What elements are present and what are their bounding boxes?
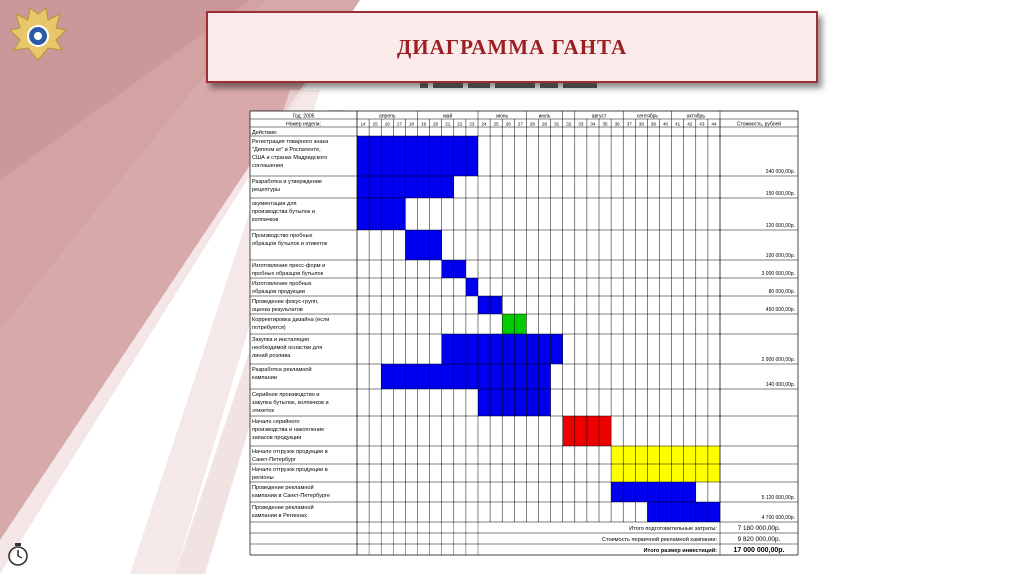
task-label: колпачков (252, 217, 279, 223)
task-cost: 4 700 000,00р. (761, 515, 795, 521)
task-label: производства и накопление (252, 427, 325, 433)
task-label: Изготовление пресс-форм и (252, 263, 326, 269)
week-number: 41 (675, 121, 681, 127)
cost-header: Стоимость, рублей (736, 121, 782, 128)
gantt-bar (611, 446, 720, 464)
week-number: 25 (493, 121, 499, 127)
task-label: Изготовление пробных (252, 281, 312, 287)
task-cost: 2 900 000,00р. (761, 357, 795, 363)
week-number: 42 (687, 121, 693, 127)
month-label: сентябрь (636, 113, 659, 120)
month-label: май (443, 113, 453, 120)
task-label: образцов бутылок и этикеток (252, 241, 328, 247)
week-number: 14 (360, 121, 366, 127)
week-number: 16 (384, 121, 390, 127)
task-label: потребуется) (252, 325, 286, 331)
gantt-bar (611, 464, 720, 482)
task-label: Корректировка дизайна (если (252, 317, 330, 323)
month-label: июнь (496, 113, 509, 120)
task-cost: 140 000,00р. (765, 382, 795, 388)
gantt-bar (466, 278, 478, 296)
task-label: окументации для (252, 201, 297, 207)
total-value: 17 000 000,00р. (733, 547, 785, 554)
task-label: Проведение рекламной (252, 485, 314, 491)
page-title: ДИАГРАММА ГАНТА (396, 34, 628, 59)
task-cost: 150 000,00р. (765, 191, 795, 197)
task-label: закупка бутылок, колпачков и (252, 400, 329, 406)
month-label: октябрь (686, 113, 705, 120)
task-label: пробных образцов бутылок (252, 271, 324, 277)
week-number: 31 (554, 121, 560, 127)
week-number: 28 (529, 121, 536, 127)
task-label: оценка результатов (252, 307, 303, 313)
task-label: кампании (252, 375, 278, 381)
task-label: Проведение фокус-групп, (252, 299, 319, 305)
task-label: запасов продукции (252, 435, 302, 441)
total-label: Стоимость первичной рекламной кампании: (601, 537, 717, 543)
task-label: кампании в Санкт-Петербурге (252, 493, 330, 499)
task-label: "Диплом ат" в Роспатенте, (252, 147, 321, 153)
task-cost: 3 000 000,00р. (761, 271, 795, 277)
week-number: 33 (578, 121, 584, 127)
task-label: кампании в Регионах (252, 513, 307, 519)
week-number: 17 (396, 121, 402, 127)
gantt-bar (405, 230, 441, 260)
week-number: 15 (372, 121, 378, 127)
total-value: 9 820 000,00р. (737, 536, 781, 543)
task-label: Регистрация товарного знака (252, 139, 329, 145)
total-label: Итого размер инвестиций: (643, 548, 717, 554)
week-number-label: Номер недели: (286, 121, 321, 128)
task-label: Начало отгрузок продукции в (252, 449, 328, 455)
task-label: Проведение рекламной (252, 505, 314, 511)
task-label: необходимой оснастки для (252, 345, 323, 351)
task-label: линий розлива (252, 353, 291, 359)
task-label: Производство пробных (252, 233, 313, 239)
year-label: Год: 2005 (292, 113, 315, 120)
total-label: Итого подготовительные затраты: (629, 526, 717, 532)
month-label: апрель (379, 113, 396, 120)
week-number: 19 (420, 121, 427, 127)
week-number: 24 (481, 121, 487, 127)
week-number: 44 (711, 121, 717, 127)
week-number: 34 (590, 121, 596, 127)
task-label: Начало отгрузок продукции в (252, 467, 328, 473)
task-cost: 5 120 000,00р. (761, 495, 795, 501)
gantt-bar (611, 482, 696, 502)
task-label: регионы (252, 475, 274, 481)
task-label: Санкт-Петербург (252, 457, 296, 463)
week-number: 26 (505, 121, 511, 127)
task-cost: 100 000,00р. (765, 253, 795, 259)
task-label: Закупка и инсталяция (252, 337, 310, 343)
week-number: 32 (566, 121, 572, 127)
task-label: этикеток (252, 408, 274, 414)
task-label: Разработка и утверждение (252, 179, 322, 185)
task-cost: 240 000,00р. (765, 169, 795, 175)
task-cost: 450 000,00р. (765, 307, 795, 313)
task-label: Серийное производство и (252, 392, 320, 398)
week-number: 27 (517, 121, 523, 127)
week-number: 22 (457, 121, 463, 127)
task-label: образцов продукции (252, 289, 305, 295)
task-label: Начало серийного (252, 419, 300, 425)
task-label: США и странах Мадридского (252, 155, 328, 161)
week-number: 29 (541, 121, 548, 127)
task-label: рецептуры (252, 187, 280, 193)
task-cost: 120 000,00р. (765, 223, 795, 229)
task-label: Разработка рекламной (252, 367, 312, 373)
task-cost: 80 000,00р. (768, 289, 795, 295)
week-number: 35 (602, 121, 608, 127)
week-number: 37 (626, 121, 632, 127)
week-number: 38 (638, 121, 644, 127)
week-number: 23 (469, 121, 475, 127)
week-number: 20 (433, 121, 439, 127)
week-number: 36 (614, 121, 620, 127)
month-label: июль (538, 113, 551, 120)
task-label: соглашения (252, 163, 284, 169)
actions-label: Действие: (252, 130, 278, 136)
week-number: 43 (699, 121, 705, 127)
week-number: 21 (445, 121, 451, 127)
total-value: 7 180 000,00р. (737, 525, 781, 532)
month-label: август (591, 113, 607, 120)
week-number: 39 (650, 121, 657, 127)
week-number: 40 (662, 121, 669, 127)
task-label: производства бутылок и (252, 209, 316, 215)
week-number: 18 (408, 121, 415, 127)
